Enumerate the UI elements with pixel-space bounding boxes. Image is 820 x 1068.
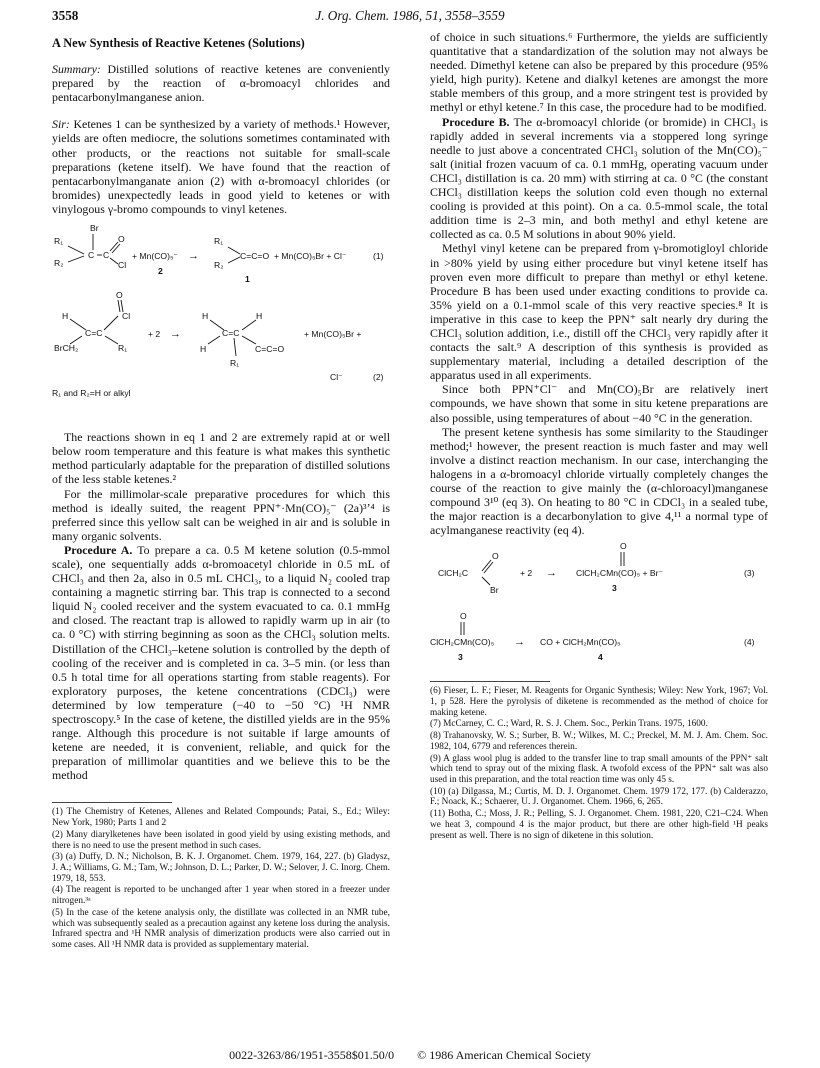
paragraph-vinyl-ketene: Methyl vinyl ketene can be prepared from γ-bromotigloyl chloride in >80% yield by using either procedure but vinyl ketene itself has proven even more difficult to prepare than methyl or ethyl ketene. Procedure B has been used under exacting conditions to provide ca. 35% yield on a 0.1-mmol scale of this very reactive species.⁸ It is imperative in this case to keep the PPN⁺ salt nearly dry during the CHCl₃ solution addition, i.e., distill off the CHCl₃ very rapidly after it contacts the salt.⁹ A description of this synthesis is provided as supplementary material, including a detailed description of the apparatus used in all experiments. bbox=[430, 241, 768, 383]
eq1-byproducts: + Mn(CO)₅Br + Cl⁻ bbox=[274, 251, 347, 262]
eq2-number: (2) bbox=[373, 372, 384, 383]
footnote-6: (6) Fieser, L. F.; Fieser, M. Reagents for Organic Synthesis; Wiley: New York, 1967; Vol. 1, p 528. Here the pyrolysis of diketene is recommended as the method of choice for making ketene. bbox=[430, 686, 768, 718]
eq2-h1: H bbox=[62, 311, 69, 322]
footnote-8: (8) Trahanovsky, W. S.; Surber, B. W.; Wilkes, M. C.; Preckel, M. M. J. Am. Chem. Soc. 1982, 104, 6779 and references therein. bbox=[430, 731, 768, 752]
summary-text: Distilled solutions of reactive ketenes are conveniently prepared by the reaction of α-bromoacyl chlorides and pentacarbonylmanganese anion. bbox=[52, 62, 390, 105]
eq3-reactant: ClCH₂C bbox=[438, 568, 469, 579]
eq1-o: O bbox=[118, 234, 125, 245]
eq4-compound-3: 3 bbox=[458, 652, 463, 663]
sir-paragraph bbox=[52, 117, 390, 216]
paragraph-procedure-b bbox=[430, 115, 768, 242]
sir-text: Ketenes 1 can be synthesized by a variety of methods.¹ However, yields are often mediocre, the solutions sometimes contaminated with other products, or the reactions not suitable for small-scale preparations (ketene itself). We have found that the reaction of pentacarbonylmanganate anion (2) with α-bromoacyl chlorides (or bromides) unexpectedly leads in good yield to ketenes or with vinylogous γ-bromo compounds to vinyl ketenes. bbox=[52, 117, 390, 216]
reaction-scheme-eq3-eq4 bbox=[430, 541, 768, 663]
eq1-cl: Cl bbox=[118, 260, 127, 271]
eq2-ketene: C=C=O bbox=[255, 344, 285, 355]
eq2-o: O bbox=[116, 290, 123, 301]
eq1-r1-product: R₁ bbox=[214, 236, 224, 247]
procedure-a-label: Procedure A. bbox=[64, 542, 133, 557]
eq2-chloride: Cl⁻ bbox=[330, 372, 343, 383]
left-column bbox=[52, 30, 390, 952]
footnote-4: (4) The reagent is reported to be unchanged after 1 year when stored in a freezer under nitrogen.³ᵃ bbox=[52, 885, 390, 907]
footnote-rule bbox=[52, 802, 172, 803]
eq1-br: Br bbox=[90, 223, 99, 234]
procedure-a-text: To prepare a ca. 0.5 M ketene solution (0.5-mmol scale), one sequentially adds α-bromoacetyl chloride in 0.5 mL of CHCl₃ and then 2a, also in 0.5 mL CHCl₃, to a liquid N₂ cooled trap containing a magnetic stirring bar. This trap is connected to a second liquid N₂ cooled receiver and the system evacuated to ca. 0.1 mmHg and closed. The reactant trap is allowed to rapidly warm up in air (to ca. 0 °C) with stirring beginning as soon as the CHCl₃ solution melts. Distillation of the CHCl₃–ketene solution is controlled by the depth of cooling of the receiver and is completed in ca. 3–5 min. (or less than 0.5 h total time for all operations starting from stable reagents). For exploratory purposes, the ketene concentrations (CDCl₃) were determined by low temperature (−40 to −50 °C) ¹H NMR spectroscopy.⁵ In the case of ketene, the distilled yields are in the 95% range. Although this procedure is not suitable if large amounts of ketene are needed, it is convenient, reliable, and quick for the preparation of millimolar quantities and we believe this to be the method bbox=[52, 542, 390, 783]
eq2-brch2: BrCH₂ bbox=[54, 343, 79, 354]
summary-paragraph bbox=[52, 62, 390, 104]
eq3-br: Br bbox=[490, 585, 499, 596]
eq2-cl: Cl bbox=[122, 311, 131, 322]
paragraph-procedure-a bbox=[52, 543, 390, 783]
eq1-r2-product: R₂ bbox=[214, 260, 224, 271]
eq3-o2: O bbox=[620, 541, 627, 552]
footnote-1: (1) The Chemistry of Ketenes, Allenes and Related Compounds; Patai, S., Ed.; Wiley: New York, 1980; Parts 1 and 2 bbox=[52, 807, 390, 829]
journal-citation: J. Org. Chem. 1986, 51, 3558–3559 bbox=[315, 8, 505, 23]
eq4-compound-4: 4 bbox=[598, 652, 603, 663]
eq1-ketene: C=C=O bbox=[240, 251, 270, 262]
svg-text:C: C bbox=[103, 250, 110, 261]
eq2-plus2: + 2 bbox=[148, 329, 161, 340]
eq1-reagent-label: 2 bbox=[158, 266, 163, 277]
scheme-note: R₁ and R₂=H or alkyl bbox=[52, 388, 131, 399]
footnote-9: (9) A glass wool plug is added to the transfer line to trap small amounts of the PPN⁺ salt which tend to spray out of the mixing flask. A twofold excess of the PPN⁺ salt was also used in this preparation, and the total reaction time was only 45 s. bbox=[430, 753, 768, 785]
svg-text:C=C: C=C bbox=[222, 328, 240, 339]
eq2-h4: H bbox=[200, 344, 207, 355]
footnote-11: (11) Botha, C.; Moss, J. R.; Pelling, S. J. Organomet. Chem. 1981, 220, C21–C24. When we heat 3, compound 4 is the major product, but there are other high-field ¹H peaks present as well. There is no sign of diketene in this solution. bbox=[430, 809, 768, 841]
eq4-number: (4) bbox=[744, 637, 755, 648]
footnote-7: (7) McCarney, C. C.; Ward, R. S. J. Chem. Soc., Perkin Trans. 1975, 1600. bbox=[430, 719, 708, 730]
eq3-o: O bbox=[492, 551, 499, 562]
footnote-5: (5) In the case of the ketene analysis only, the distillate was collected in an NMR tube, which was subsequently sealed as a precaution against any ketene loss during the analysis. Infrared spectra and ¹H NMR analysis of dimerization products were also carried out in some cases. All ¹H NMR data is provided as supplementary material. bbox=[52, 907, 390, 950]
eq2-arrow: → bbox=[170, 328, 181, 341]
svg-text:C=C: C=C bbox=[85, 328, 103, 339]
eq4-products: CO + ClCH₂Mn(CO)₅ bbox=[540, 637, 621, 648]
footer-code: 0022-3263/86/1951-3558$01.50/0 bbox=[229, 1048, 395, 1062]
procedure-b-text: The α-bromoacyl chloride (or bromide) in CHCl₃ is rapidly added in several increments via a stoppered long syringe needle to just above a concentrated CHCl₃ solution of the Mn(CO)₅⁻ salt (initial frozen vacuum of ca. 0.1 mmHg, operating vacuum under CHCl₃ distillation is ca. 20 mm) with stirring at ca. 0 °C (the constant CHCl₃ distillation keeps the solution cold even though no external cooling is provided at this point). On a ca. 0.5-mmol scale, the total addition time is 2–3 min, and both methyl and ethyl ketene are collected as ca. 0.5 M solutions in about 90% yield. bbox=[430, 114, 768, 242]
sir-label: Sir: bbox=[52, 117, 70, 132]
footnote-3: (3) (a) Duffy, D. N.; Nicholson, B. K. J. Organomet. Chem. 1979, 164, 227. (b) Gladysz, J. A.; Williams, G. M.; Tam, W.; Johnson, D. L.; Parker, D. W.; Selover, J. C. Inorg. Chem. 1979, 18, 553. bbox=[52, 852, 390, 884]
eq4-arrow: → bbox=[514, 636, 525, 649]
paragraph-reagent: For the millimolar-scale preparative procedures for which this method is ideally suited, the reagent PPN⁺·Mn(CO)₅⁻ (2a)³ʼ⁴ is preferred since this yellow salt can be weighed in air and is soluble in many organic solvents. bbox=[52, 486, 390, 543]
right-column bbox=[430, 30, 768, 842]
eq1-number: (1) bbox=[373, 251, 384, 262]
footnote-rule-right bbox=[430, 681, 550, 682]
eq4-reactant: ClCH₂CMn(CO)₅ bbox=[430, 637, 495, 648]
summary-label: Summary: bbox=[52, 62, 101, 77]
paragraph-reactions: The reactions shown in eq 1 and 2 are extremely rapid at or well below room temperature and this feature is what makes this synthetic method particularly adaptable for the preparation of distilled solutions of the less stable ketenes.² bbox=[52, 430, 390, 487]
eq2-h3: H bbox=[256, 311, 263, 322]
eq4-o: O bbox=[460, 611, 467, 622]
footnote-10: (10) (a) Dilgassa, M.; Curtis, M. D. J. Organomet. Chem. 1979 172, 177. (b) Calderazzo, F.; Noack, K.; Schaerer, U. J. Organomet. Chem. 1966, 6, 265. bbox=[430, 786, 768, 808]
reaction-scheme-eq1-eq2 bbox=[52, 220, 390, 388]
page-footer bbox=[52, 1048, 768, 1063]
eq1-r1: R₁ bbox=[54, 236, 64, 247]
page-number: 3558 bbox=[52, 8, 79, 23]
eq1-r2: R₂ bbox=[54, 258, 64, 269]
paragraph-in-situ: Since both PPN⁺Cl⁻ and Mn(CO)₅Br are relatively inert compounds, we have shown that some in situ ketene preparations are also possible, using temperatures of about −40 °C in the generation. bbox=[430, 382, 768, 425]
eq3-number: (3) bbox=[744, 568, 755, 579]
eq1-product-label: 1 bbox=[245, 274, 250, 285]
eq3-product: ClCH₂CMn(CO)₅ + Br⁻ bbox=[576, 568, 664, 579]
eq1-reagent: + Mn(CO)₅⁻ bbox=[132, 251, 178, 262]
footer-copyright: © 1986 American Chemical Society bbox=[417, 1048, 591, 1062]
eq2-r1-product: R₁ bbox=[230, 358, 240, 369]
svg-text:C: C bbox=[88, 250, 95, 261]
eq3-plus2: + 2 bbox=[520, 568, 533, 579]
eq1-arrow: → bbox=[188, 250, 199, 263]
eq3-compound-label: 3 bbox=[612, 583, 617, 594]
eq2-r1: R₁ bbox=[118, 343, 128, 354]
paragraph-staudinger: The present ketene synthesis has some similarity to the Staudinger method;¹ however, the present reaction is much faster and may well involve a distinct reaction mechanism. In our case, interchanging the halogens in a α-bromoacyl chloride virtually completely changes the course of the reaction to give mainly the (α-chloroacyl)manganese compound 3¹⁰ (eq 3). On heating to 80 °C in CDCl₃ in a sealed tube, the major reaction is a decarbonylation to give 4,¹¹ a normal type of acylmanganese reactivity (eq 4). bbox=[430, 424, 768, 538]
article-title: A New Synthesis of Reactive Ketenes (Solutions) bbox=[52, 36, 305, 50]
eq2-h2: H bbox=[202, 311, 209, 322]
paragraph-continued: of choice in such situations.⁶ Furthermore, the yields are sufficiently quantitative that a standardization of the solution may not always be needed. Dimethyl ketene can also be prepared by this procedure (95% yield, high purity). Ketene and dialkyl ketenes are amongst the more stable members of this group, and a more stringent test is provided by methyl or ethyl ketene.⁷ In this case, the procedure had to be modified. bbox=[430, 30, 768, 115]
eq2-byproducts: + Mn(CO)₅Br + bbox=[304, 329, 362, 340]
footnote-2: (2) Many diarylketenes have been isolated in good yield by using existing methods, and there is no need to use the present method in such cases. bbox=[52, 829, 390, 851]
running-header bbox=[52, 8, 768, 26]
eq3-arrow: → bbox=[546, 567, 557, 580]
procedure-b-label: Procedure B. bbox=[442, 114, 510, 129]
